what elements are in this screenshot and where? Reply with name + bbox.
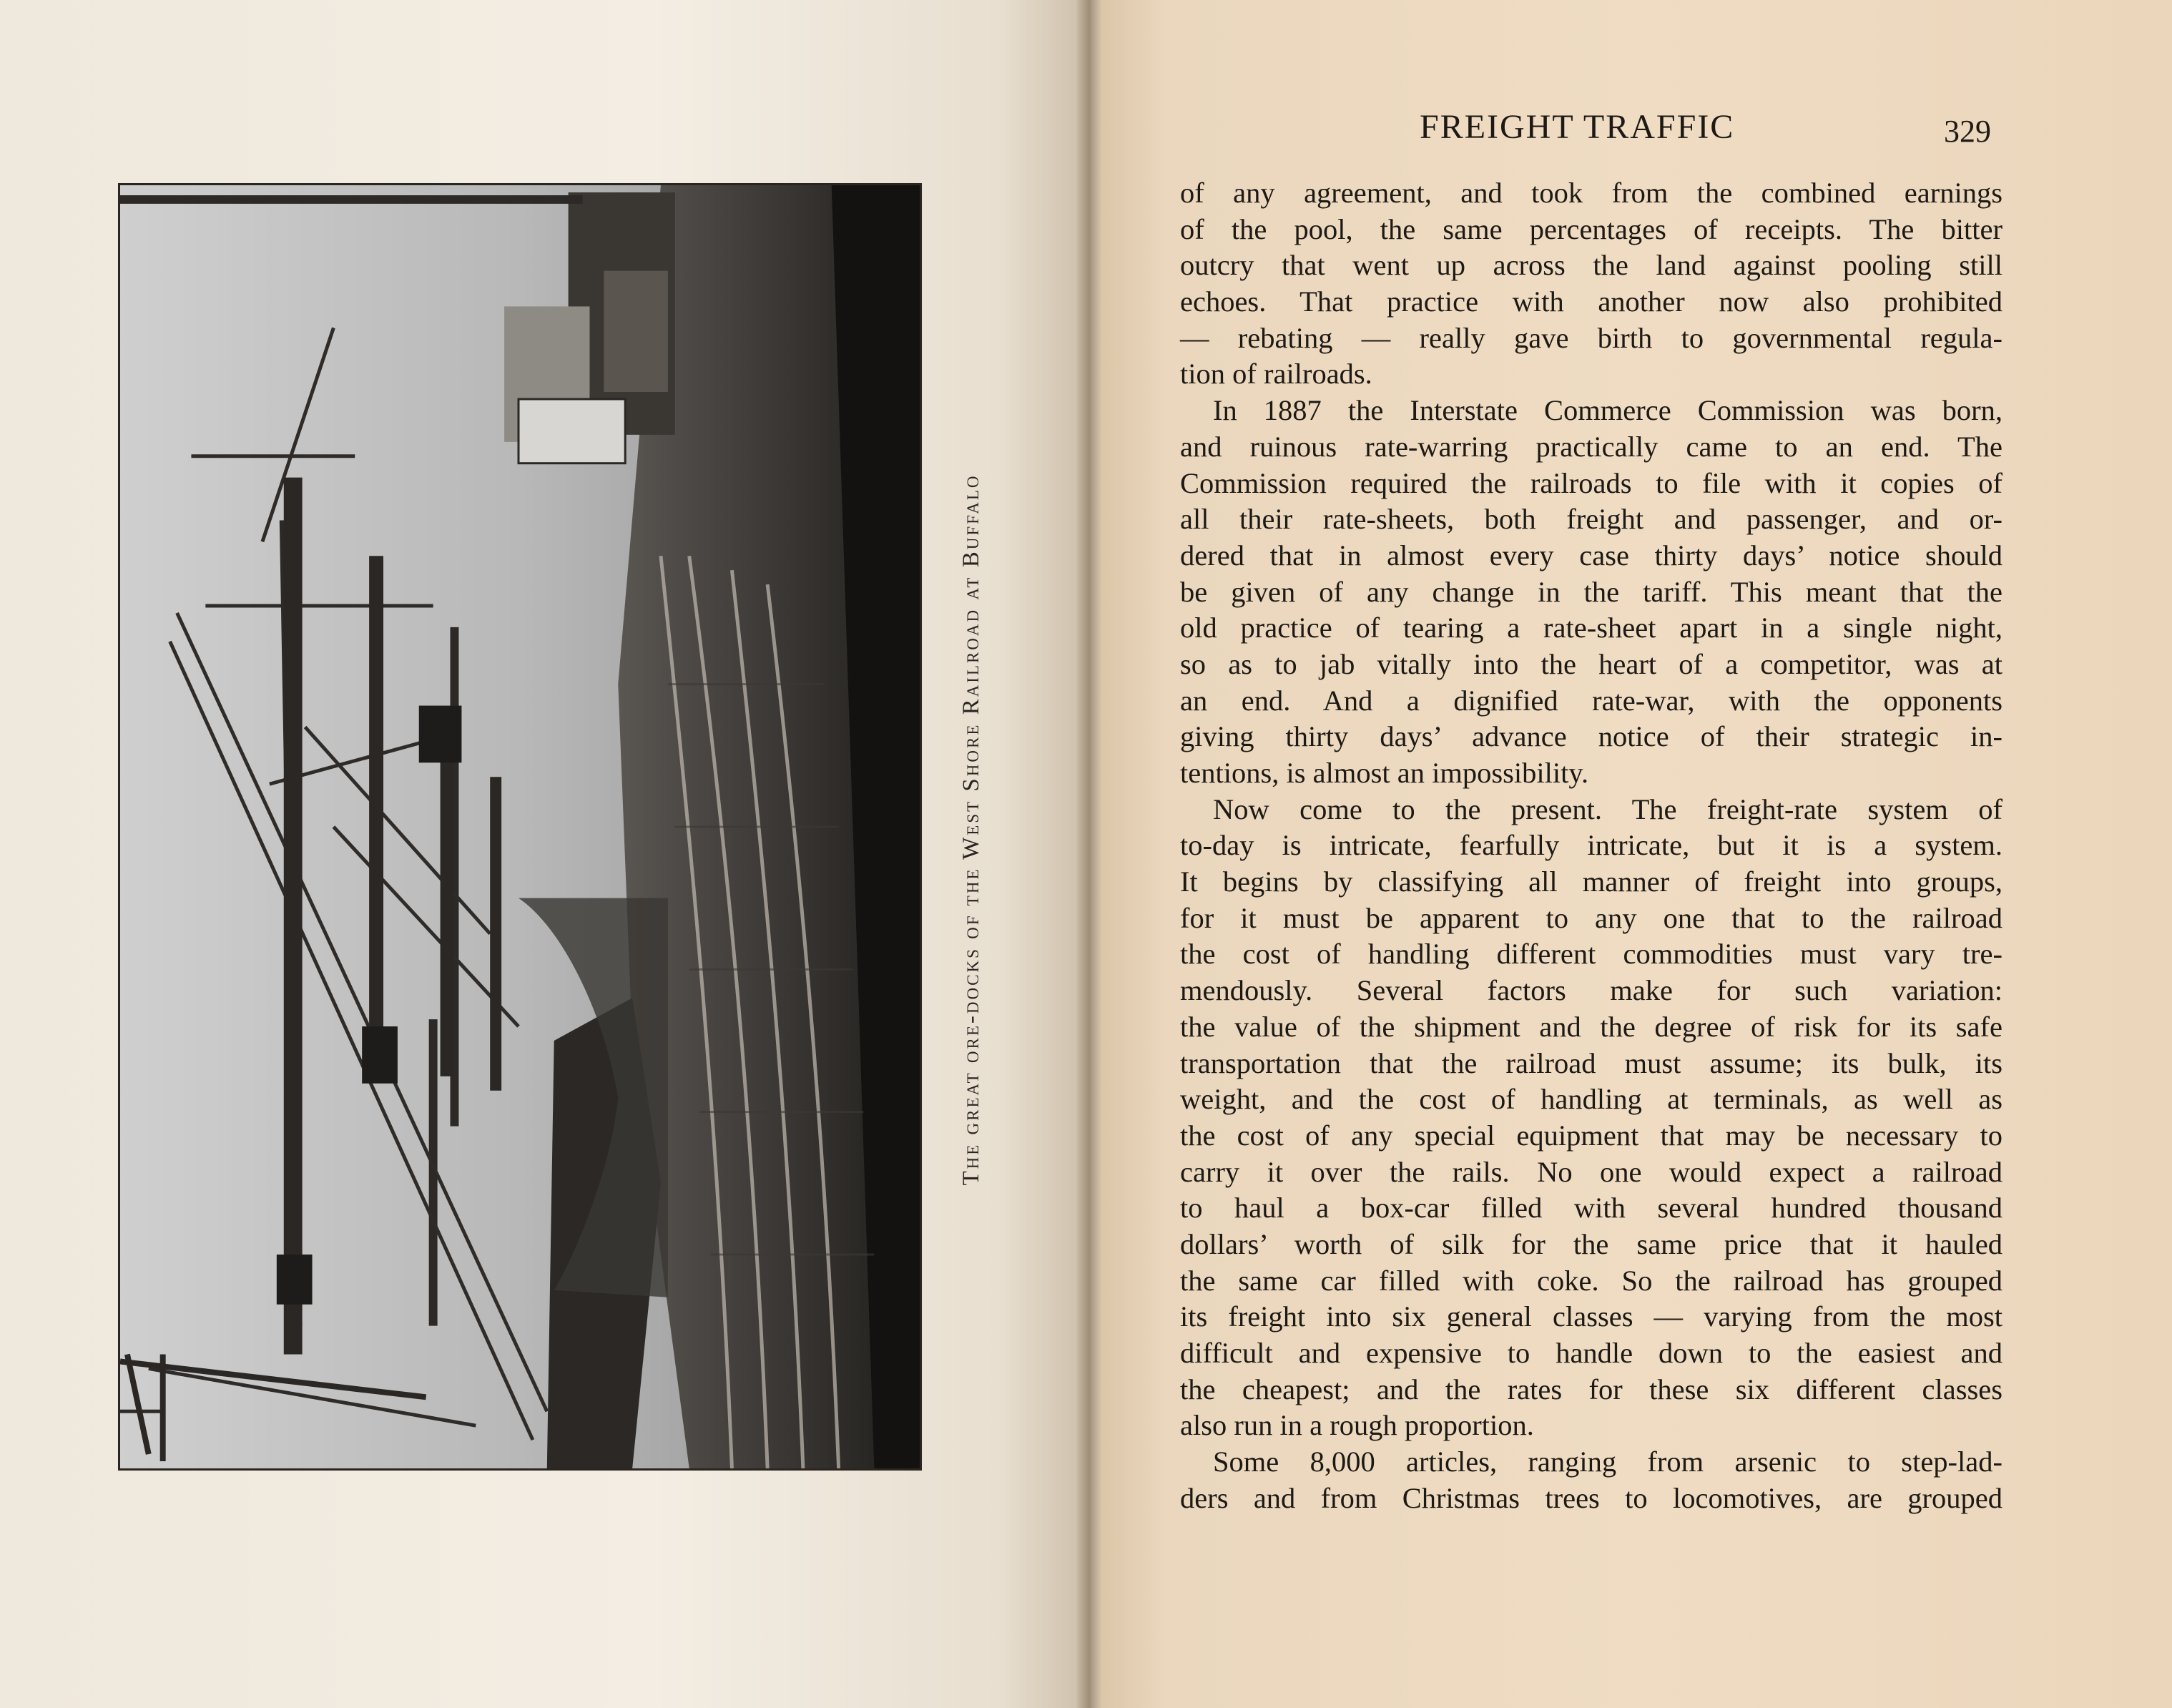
text-line: also run in a rough proportion. xyxy=(1180,1409,1534,1442)
text-line: an end. And a dignified rate-war, with the opponents xyxy=(1180,684,2003,717)
text-line: carry it over the rails. No one would expect a railroad xyxy=(1180,1155,2003,1188)
text-line: Commission required the railroads to file with it copies of xyxy=(1180,466,2003,499)
running-head: FREIGHT TRAFFIC xyxy=(1420,108,1735,146)
text-line: outcry that went up across the land against pooling still xyxy=(1180,249,2003,282)
text-line: all their rate-sheets, both freight and passenger, and or- xyxy=(1180,503,2003,536)
text-line: for it must be apparent to any one that to the railroad xyxy=(1180,901,2003,934)
text-line: weight, and the cost of handling at terminals, as well as xyxy=(1180,1083,2003,1116)
text-line: giving thirty days’ advance notice of their strategic in- xyxy=(1180,720,2003,753)
body-text xyxy=(1180,175,2003,1516)
text-line: ders and from Christmas trees to locomotives, are grouped xyxy=(1180,1481,2003,1514)
text-line: echoes. That practice with another now also prohibited xyxy=(1180,285,2003,318)
text-line: old practice of tearing a rate-sheet apart in a single night, xyxy=(1180,612,2003,644)
text-line: — rebating — really gave birth to governmental regula- xyxy=(1180,321,2003,354)
plate-caption: The great ore-docks of the West Shore Railroad at Buffalo xyxy=(958,473,984,1186)
text-line: Now come to the present. The freight-rate system of xyxy=(1213,792,2003,825)
text-line: dollars’ worth of silk for the same price that it hauled xyxy=(1180,1227,2003,1260)
text-line: its freight into six general classes — varying from the most xyxy=(1180,1300,2003,1333)
text-line: In 1887 the Interstate Commerce Commission was born, xyxy=(1213,394,2003,427)
text-line: to haul a box-car filled with several hundred thousand xyxy=(1180,1192,2003,1224)
text-line: the same car filled with coke. So the railroad has grouped xyxy=(1180,1264,2003,1297)
text-line: the cost of handling different commodities must vary tre- xyxy=(1180,938,2003,971)
text-line: the value of the shipment and the degree of risk for its safe xyxy=(1180,1010,2003,1043)
text-line: be given of any change in the tariff. This meant that the xyxy=(1180,575,2003,608)
text-line: difficult and expensive to handle down to the easiest and xyxy=(1180,1337,2003,1369)
photo-plate xyxy=(118,183,922,1471)
page-number: 329 xyxy=(1944,114,1991,149)
text-line: so as to jab vitally into the heart of a competitor, was at xyxy=(1180,647,2003,680)
text-line: tion of railroads. xyxy=(1180,358,1372,391)
text-line: the cost of any special equipment that may be necessary to xyxy=(1180,1119,2003,1152)
text-line: dered that in almost every case thirty days’ notice should xyxy=(1180,539,2003,571)
text-line: to-day is intricate, fearfully intricate, but it is a system. xyxy=(1180,829,2003,862)
text-line: Some 8,000 articles, ranging from arsenic to step-lad- xyxy=(1213,1446,2003,1478)
text-line: and ruinous rate-warring practically came to an end. The xyxy=(1180,430,2003,463)
text-line: It begins by classifying all manner of freight into groups, xyxy=(1180,865,2003,898)
text-line: mendously. Several factors make for such variation: xyxy=(1180,974,2003,1007)
text-line: transportation that the railroad must assume; its bulk, its xyxy=(1180,1046,2003,1079)
text-line: the cheapest; and the rates for these six different classes xyxy=(1180,1373,2003,1405)
text-line: of any agreement, and took from the combined earnings xyxy=(1180,177,2003,209)
text-line: tentions, is almost an impossibility. xyxy=(1180,757,1589,789)
book-gutter xyxy=(1076,0,1105,1708)
photo-ore-docks-icon xyxy=(120,185,920,1468)
text-line: of the pool, the same percentages of receipts. The bitter xyxy=(1180,212,2003,245)
